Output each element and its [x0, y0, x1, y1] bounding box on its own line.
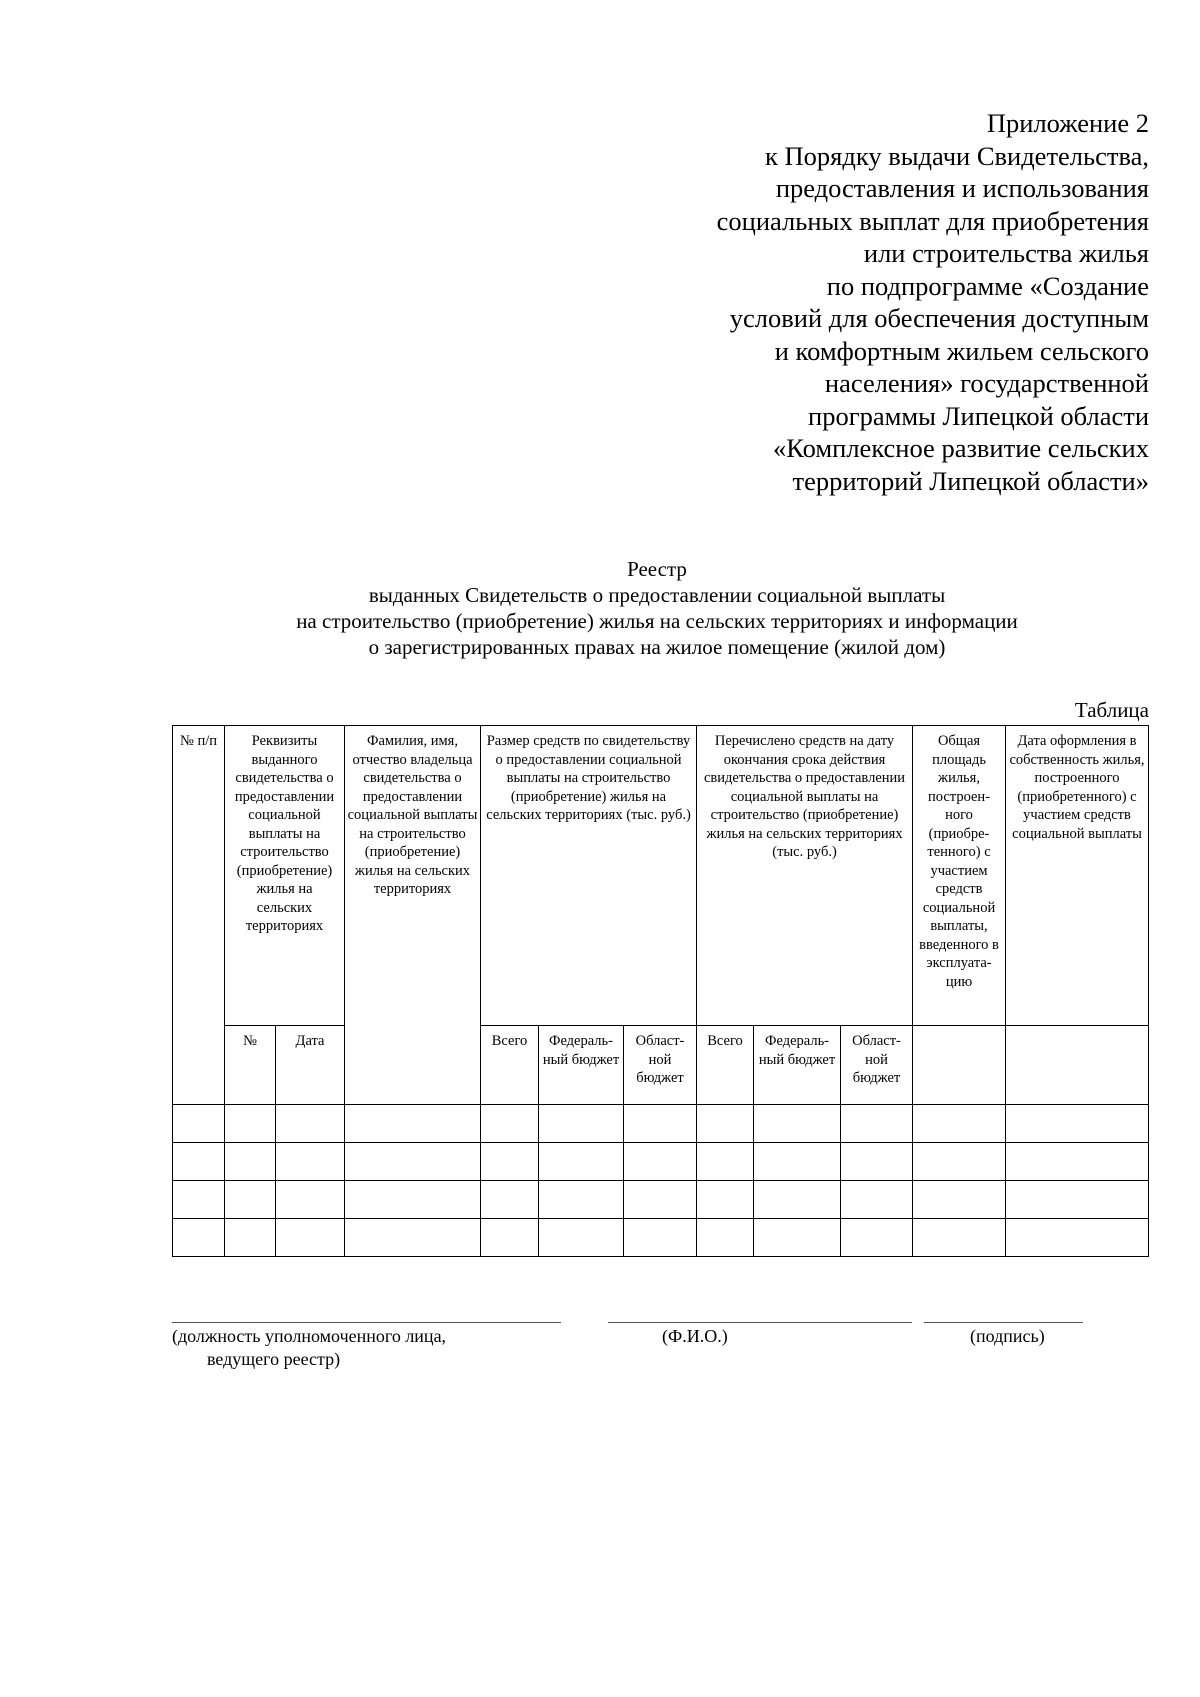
annex-line: предоставления и использования: [775, 173, 1149, 203]
title-line: выданных Свидетельств о предоставлении социальной выплаты: [368, 583, 946, 607]
subheader-amount-federal: Федераль-ный бюджет: [539, 1026, 624, 1105]
header-owner: Фамилия, имя, отчество владельца свидетельства о предоставлении социальной выплаты на строительство (приобретение) жилья на сельских территориях: [345, 726, 481, 1105]
subheader-transferred-total: Всего: [697, 1026, 754, 1105]
table-cell: [539, 1219, 624, 1257]
header-area: Общая площадь жилья, построен-ного (приобре-тенного) с участием средств социальной выплаты, введенного в эксплуата-цию: [913, 726, 1006, 1026]
table-cell: [345, 1181, 481, 1219]
table-cell: [697, 1181, 754, 1219]
table-cell: [1006, 1105, 1149, 1143]
subheader-amount-regional: Област-ной бюджет: [624, 1026, 697, 1105]
table-cell: [697, 1143, 754, 1181]
table-cell: [1006, 1143, 1149, 1181]
table-label: Таблица: [1074, 698, 1149, 722]
subheader-transferred-regional: Област-ной бюджет: [841, 1026, 913, 1105]
table-cell: [173, 1143, 225, 1181]
table-cell: [539, 1105, 624, 1143]
table-cell: [345, 1219, 481, 1257]
annex-line: программы Липецкой области: [808, 400, 1149, 431]
subheader-transferred-federal: Федераль-ный бюджет: [754, 1026, 841, 1105]
table-cell: [539, 1181, 624, 1219]
table-cell: [481, 1219, 539, 1257]
title-line: о зарегистрированных правах на жилое помещение (жилой дом): [368, 635, 946, 659]
table-cell: [754, 1105, 841, 1143]
table-cell: [225, 1181, 276, 1219]
table-cell: [841, 1143, 913, 1181]
title-line: Реестр: [627, 557, 687, 581]
table-row: [173, 1105, 1149, 1143]
subheader-row: [173, 1026, 1149, 1105]
table-cell: [754, 1219, 841, 1257]
table-cell: [481, 1143, 539, 1181]
table-cell: [624, 1181, 697, 1219]
table-cell: [225, 1219, 276, 1257]
table-cell: [173, 1105, 225, 1143]
table-cell: [481, 1105, 539, 1143]
table-cell: [624, 1105, 697, 1143]
table-cell: [173, 1219, 225, 1257]
table-cell: [345, 1105, 481, 1143]
header-num: № п/п: [173, 726, 225, 1105]
table-cell: [913, 1105, 1006, 1143]
header-ownership-date: Дата оформления в собственность жилья, построенного (приобретенного) с участием средств социальной выплаты: [1006, 726, 1149, 1026]
table-cell: [697, 1105, 754, 1143]
name-signature-line: [608, 1322, 912, 1323]
annex-line: и комфортным жильем сельского: [774, 335, 1149, 366]
signature-line: [924, 1322, 1083, 1323]
table-row: [173, 1143, 1149, 1181]
subheader-req-date: Дата: [276, 1026, 345, 1105]
annex-line: по подпрограмме «Создание: [826, 270, 1149, 301]
table-cell: [481, 1181, 539, 1219]
table-row: [173, 1219, 1149, 1257]
position-caption: (должность уполномоченного лица,: [172, 1326, 447, 1346]
annex-line: социальных выплат для приобретения: [716, 205, 1149, 236]
signature-caption: (подпись): [970, 1326, 1045, 1346]
table-cell: [841, 1181, 913, 1219]
table-cell: [913, 1219, 1006, 1257]
table-cell: [225, 1143, 276, 1181]
annex-header: [629, 107, 1149, 497]
table-cell: [539, 1143, 624, 1181]
subheader-amount-total: Всего: [481, 1026, 539, 1105]
header-amount: Размер средств по свидетельству о предоставлении социальной выплаты на строительство (приобретение) жилья на сельских территориях (тыс. руб.): [481, 726, 697, 1026]
table-row: [173, 1181, 1149, 1219]
table-cell: [754, 1143, 841, 1181]
table-cell: [1006, 1181, 1149, 1219]
name-caption: (Ф.И.О.): [662, 1326, 728, 1346]
table-cell: [624, 1143, 697, 1181]
table-cell: [913, 1181, 1006, 1219]
table-cell: [754, 1181, 841, 1219]
table-cell: [225, 1105, 276, 1143]
table-cell: [1006, 1219, 1149, 1257]
header-requisites: Реквизиты выданного свидетельства о предоставлении социальной выплаты на строительство (приобретение) жилья на сельских территориях: [225, 726, 345, 1026]
table-cell: [624, 1219, 697, 1257]
table-cell: [276, 1219, 345, 1257]
annex-line: Приложение 2: [986, 108, 1149, 138]
table-cell: [841, 1219, 913, 1257]
table-cell: [841, 1105, 913, 1143]
table-cell: [697, 1219, 754, 1257]
table-cell: [276, 1105, 345, 1143]
table-cell: [276, 1181, 345, 1219]
header-transferred: Перечислено средств на дату окончания срока действия свидетельства о предоставлении социальной выплаты на строительство (приобретение) жилья на сельских территориях (тыс. руб.): [697, 726, 913, 1026]
annex-line: или строительства жилья: [863, 238, 1149, 268]
header-row: [173, 726, 1149, 1026]
table-cell: [173, 1181, 225, 1219]
subheader-req-no: №: [225, 1026, 276, 1105]
registry-table: [172, 725, 1149, 1257]
annex-line: населения» государственной: [824, 368, 1149, 398]
annex-line: к Порядку выдачи Свидетельства,: [765, 140, 1149, 171]
annex-line: «Комплексное развитие сельских: [773, 433, 1149, 463]
annex-line: территорий Липецкой области»: [792, 465, 1149, 496]
table-cell: [913, 1143, 1006, 1181]
document-title: [170, 556, 1144, 660]
title-line: на строительство (приобретение) жилья на сельских территориях и информации: [296, 609, 1018, 633]
table-cell: [276, 1143, 345, 1181]
subheader-area-empty: [913, 1026, 1006, 1105]
table-cell: [345, 1143, 481, 1181]
position-caption-line2: ведущего реестр): [207, 1349, 341, 1369]
position-signature-line: [172, 1322, 561, 1323]
annex-line: условий для обеспечения доступным: [729, 303, 1149, 333]
subheader-date-empty: [1006, 1026, 1149, 1105]
